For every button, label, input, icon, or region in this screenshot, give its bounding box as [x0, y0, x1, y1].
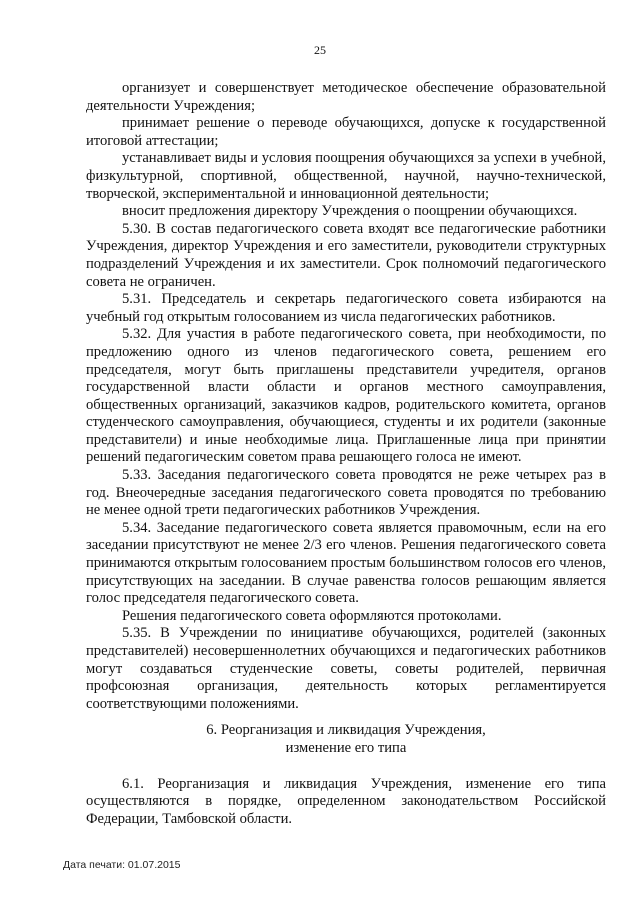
paragraph-5-30: 5.30. В состав педагогического совета входят все педагогические работники Учреждения, директор Учреждения и его заместители, руководители структурных подразделений Учреждения и их заместители. Срок полномочий педагогического совета не ограничен. — [86, 220, 606, 290]
paragraph-director-proposals: вносит предложения директору Учреждения о поощрении обучающихся. — [122, 203, 578, 220]
paragraph-6-1: 6.1. Реорганизация и ликвидация Учреждения, изменение его типа осуществляются в порядке, определенном законодательством Российской Федерации, Тамбовской области. — [86, 775, 606, 827]
section-heading — [86, 722, 606, 757]
paragraph-encouragement-types: устанавливает виды и условия поощрения обучающихся за успехи в учебной, физкультурной, спортивной, общественной, научной, научно-технической, творческой, экспериментальной и инновационной деятельности; — [86, 150, 606, 202]
page-number: 25 — [314, 43, 326, 57]
document-body — [86, 80, 606, 828]
paragraph-methodical-support: организует и совершенствует методическое обеспечение образовательной деятельности Учреждения; — [86, 80, 606, 114]
paragraph-5-34: 5.34. Заседание педагогического совета является правомочным, если на его заседании присутствуют не менее 2/3 его членов. Решения педагогического совета принимаются открытым голосованием простым большинством голосов его членов, присутствующих на заседании. В случае равенства голосов решающим является голос председателя педагогического совета. — [86, 519, 606, 607]
section-heading-line-1: 6. Реорганизация и ликвидация Учреждения, — [206, 722, 486, 739]
paragraph-5-31: 5.31. Председатель и секретарь педагогического совета избираются на учебный год открытым голосованием из числа педагогических работников. — [86, 291, 606, 325]
print-date: Дата печати: 01.07.2015 — [63, 859, 181, 871]
paragraph-5-33: 5.33. Заседания педагогического совета проводятся не реже четырех раз в год. Внеочередные заседания педагогического совета проводятся по требованию не менее одной трети педагогических работников Учреждения. — [86, 467, 606, 519]
paragraph-protocols: Решения педагогического совета оформляются протоколами. — [122, 607, 502, 624]
paragraph-student-transfer: принимает решение о переводе обучающихся, допуске к государственной итоговой аттестации; — [86, 115, 606, 149]
paragraph-5-32: 5.32. Для участия в работе педагогического совета, при необходимости, по предложению одного из членов педагогического совета, решением его председателя, могут быть приглашены представители учредителя, органов государственной власти области и органов местного самоуправления, общественных организаций, заказчиков кадров, родительского комитета, органов студенческого самоуправления, обучающиеся, студенты и их родители (законные представители) и иные необходимые лица. Приглашенные лица при принятии решений педагогическим советом права решающего голоса не имеют. — [86, 326, 606, 466]
section-heading-line-2: изменение его типа — [285, 739, 407, 756]
paragraph-5-35: 5.35. В Учреждении по инициативе обучающихся, родителей (законных представителей) несовершеннолетних обучающихся и педагогических работников могут создаваться студенческие советы, советы родителей, первичная профсоюзная организация, деятельность которых регламентируется соответствующими положениями. — [86, 625, 606, 712]
